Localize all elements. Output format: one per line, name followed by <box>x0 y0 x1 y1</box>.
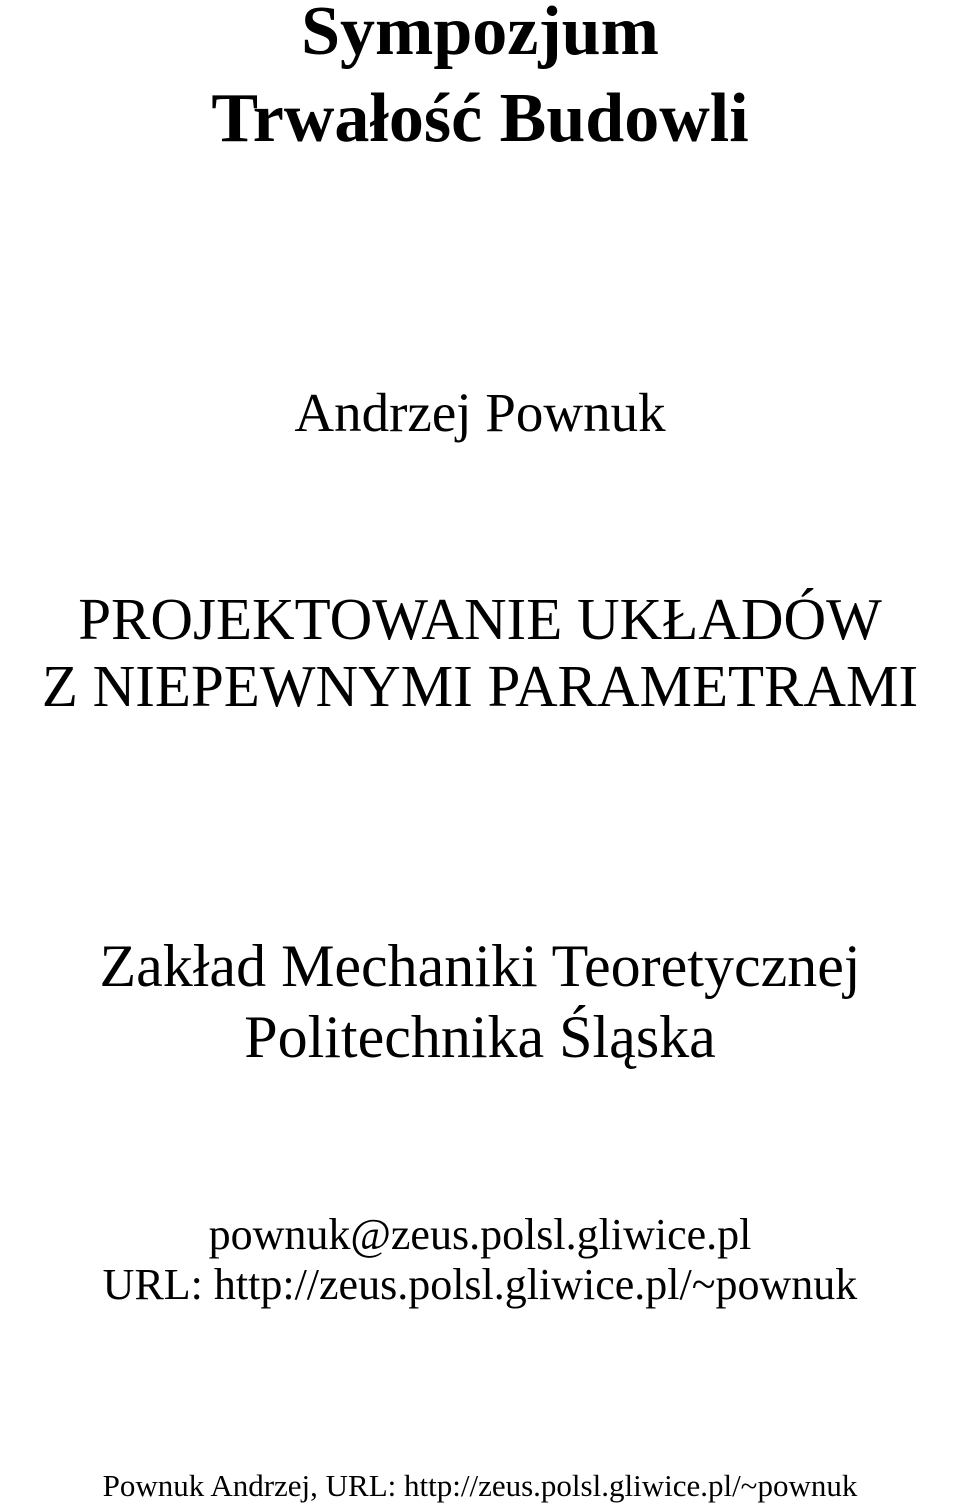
symposium-title-line-2: Trwałość Budowli <box>211 80 749 157</box>
symposium-title-line-1: Sympozjum <box>301 0 659 70</box>
department-name: Zakład Mechaniki Teoretycznej <box>99 933 861 999</box>
contact-email: pownuk@zeus.polsl.gliwice.pl <box>208 1210 752 1259</box>
page-footer: Pownuk Andrzej, URL: http://zeus.polsl.gliwice.pl/~pownuk <box>102 1468 858 1503</box>
contact-url: URL: http://zeus.polsl.gliwice.pl/~pownuk <box>102 1260 858 1309</box>
author-name: Andrzej Pownuk <box>294 382 666 443</box>
paper-title-line-1: PROJEKTOWANIE UKŁADÓW <box>78 586 882 652</box>
university-name: Politechnika Śląska <box>244 1004 716 1070</box>
paper-title-line-2: Z NIEPEWNYMI PARAMETRAMI <box>41 653 919 719</box>
